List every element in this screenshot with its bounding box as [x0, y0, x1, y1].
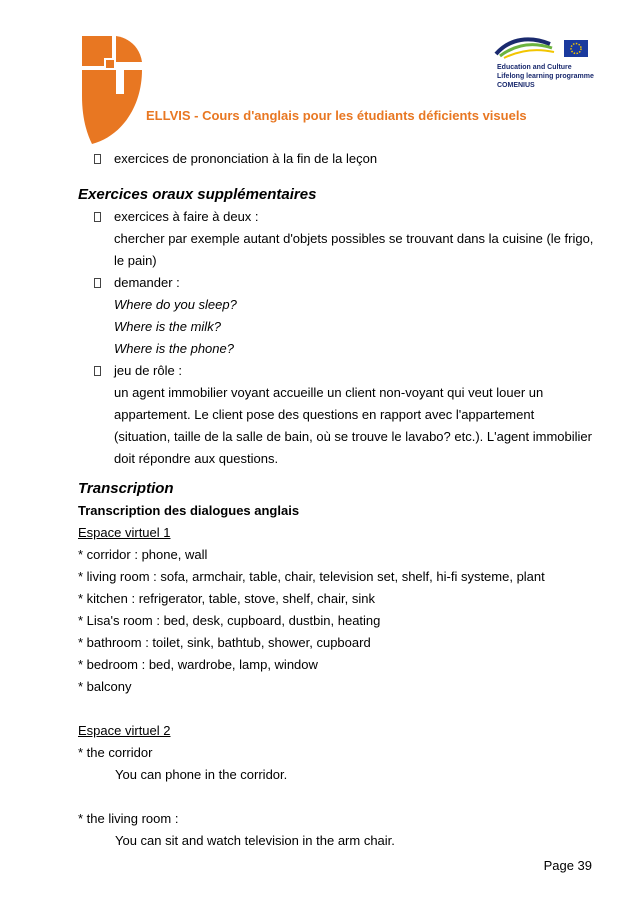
eu-programme-logo	[490, 28, 590, 62]
bullet-item	[78, 148, 598, 170]
example-question: Where is the milk?	[114, 319, 221, 334]
bullet-detail: appartement. Le client pose des questions en rapport avec l'appartement	[114, 407, 535, 422]
space-title: Espace virtuel 1	[78, 525, 171, 540]
example-question: Where is the phone?	[114, 341, 234, 356]
bullet-item	[78, 272, 598, 294]
list-item: * the corridor	[78, 745, 153, 760]
section-title: Exercices oraux supplémentaires	[78, 186, 317, 203]
list-item: * balcony	[78, 679, 132, 694]
section-subtitle: Transcription des dialogues anglais	[78, 503, 300, 518]
example-sentence: You can phone in the corridor.	[115, 767, 288, 782]
bullet-text: demander :	[114, 275, 180, 290]
eu-text-line: Lifelong learning programme	[497, 73, 594, 80]
bullet-item	[78, 360, 598, 382]
bullet-text: jeu de rôle :	[114, 363, 182, 378]
eu-programme-text	[497, 63, 594, 90]
bullet-detail: chercher par exemple autant d'objets possibles se trouvant dans la cuisine (le frigo,	[114, 231, 594, 246]
list-item: * the living room :	[78, 811, 179, 826]
bullet-icon	[94, 366, 101, 376]
section-title: Transcription	[78, 480, 174, 497]
bullet-detail: un agent immobilier voyant accueille un client non-voyant qui veut louer un	[114, 385, 544, 400]
example-sentence: You can sit and watch television in the arm chair.	[115, 833, 395, 848]
bullet-icon	[94, 278, 101, 288]
eu-text-line: Education and Culture	[497, 64, 572, 71]
list-item: * bathroom : toilet, sink, bathtub, shower, cupboard	[78, 635, 371, 650]
example-question: Where do you sleep?	[114, 297, 237, 312]
header-title: ELLVIS - Cours d'anglais pour les étudiants déficients visuels	[146, 108, 527, 123]
bullet-text: exercices de prononciation à la fin de la leçon	[114, 151, 378, 166]
ellvis-logo	[82, 36, 142, 144]
page-number: Page 39	[543, 858, 592, 873]
bullet-detail: (situation, taille de la salle de bain, où se trouve le lavabo? etc.). L'agent immobilier	[114, 429, 592, 444]
list-item: * bedroom : bed, wardrobe, lamp, window	[78, 657, 318, 672]
bullet-item	[78, 206, 598, 228]
spacer	[78, 786, 598, 808]
eu-text-line: COMENIUS	[497, 82, 535, 89]
list-item: * living room : sofa, armchair, table, chair, television set, shelf, hi-fi systeme, plant	[78, 569, 545, 584]
space-title: Espace virtuel 2	[78, 723, 171, 738]
bullet-icon	[94, 212, 101, 222]
list-item: * Lisa's room : bed, desk, cupboard, dustbin, heating	[78, 613, 381, 628]
bullet-detail: doit répondre aux questions.	[114, 451, 279, 466]
list-item: * kitchen : refrigerator, table, stove, shelf, chair, sink	[78, 591, 375, 606]
spacer	[78, 698, 598, 720]
page-content	[78, 148, 598, 852]
list-item: * corridor : phone, wall	[78, 547, 208, 562]
bullet-icon	[94, 154, 101, 164]
bullet-text: exercices à faire à deux :	[114, 209, 259, 224]
bullet-detail: le pain)	[114, 253, 157, 268]
